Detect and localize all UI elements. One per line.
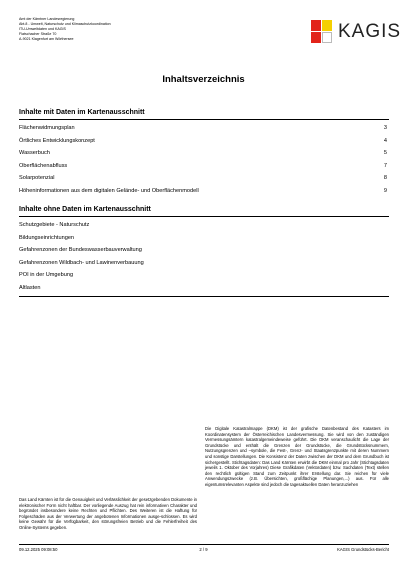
toc-item-label: Oberflächenabfluss — [19, 162, 68, 169]
footer-divider — [19, 544, 389, 545]
logo-square-yellow — [322, 20, 332, 31]
address-line: Amt der Kärntner Landesregierung — [19, 17, 75, 21]
toc-item[interactable] — [19, 187, 389, 200]
toc-item[interactable] — [19, 149, 389, 162]
toc-item-label: Flächenwidmungsplan — [19, 125, 75, 131]
toc-page-number: 7 — [383, 162, 387, 169]
section-title-without-data: Inhalte ohne Daten im Kartenausschnitt — [19, 206, 151, 213]
toc-item[interactable] — [19, 124, 389, 137]
section-divider — [19, 296, 389, 297]
logo-squares-icon — [311, 20, 333, 44]
list-item: POI in der Umgebung — [19, 272, 74, 278]
kagis-logo — [311, 20, 402, 44]
list-item: Gefahrenzonen der Bundeswasserbauverwaltung — [19, 247, 142, 253]
toc-page-number: 9 — [383, 187, 387, 194]
list-item: Gefahrenzonen Wildbach- und Lawinenverbauung — [19, 259, 144, 266]
toc-page-number: 8 — [383, 175, 387, 181]
page-title: Inhaltsverzeichnis — [162, 74, 245, 85]
list-item: Bildungseinrichtungen — [19, 234, 75, 241]
toc-item-label: Örtliches Entwicklungskonzept — [19, 137, 95, 144]
footer-timestamp: 09.12.2025 09:08:50 — [19, 547, 58, 552]
address-line: ITU-Umweltdaten und KAGIS — [19, 27, 66, 31]
logo-square-red — [311, 32, 321, 43]
section-title-with-data: Inhalte mit Daten im Kartenausschnitt — [19, 109, 145, 116]
toc-item-label: Solarpotenzial — [19, 175, 55, 181]
toc-item[interactable] — [19, 174, 389, 187]
footer-page-number: 2 / 9 — [199, 547, 208, 552]
toc-item-label: Wasserbuch — [19, 150, 50, 156]
toc-item[interactable] — [19, 137, 389, 150]
toc-page-number: 3 — [383, 125, 387, 131]
footer-report-name: KAGIS Grundstücks-Bericht — [337, 547, 389, 552]
logo-square-white — [322, 32, 332, 43]
logo-text: KAGIS — [338, 21, 402, 42]
disclaimer-dkm: Die Digitale Katastralmappe (DKM) ist der grafische Datenbestand des Katasters im Koordinatensystem der Österreichischen Landesvermessung. Sie wird von den zuständigen Vermessungsämtern katastralgemeindeweise geführt. Die DKM veranschaulicht die Lage der Grundstücke und enthält die Grenzen der Grundstücke, die Grundstücksnummern, Nutzungsgrenzen und –symbole, die Fest-, Grenz- und Staatsgrenzpunkte mit deren Nummern und sonstige Darstellungen. Die Konsistenz der Daten zwischen der DKM und dem Grundbuch ist sichergestellt. Stichtagsdaten: Das Land Kärnten erwirbt die DKM einmal pro Jahr (Stichtagsdaten jeweils 1. Oktober des Vorjahres) Diese Grafikdaten (Vektordaten) bzw. Sachdaten (Text) stellen den rechtlich gültigen Stand zum Zeitpunkt ihrer Erstellung dar. Sie reichen für viele Anwendungszwecke (z.B. Übersichten, großflächige Planungen,...) aus. Für alle eigentumsrelevanten Aspekte sind jedoch die tagesaktuellen Daten heranzuziehen — [205, 426, 389, 487]
toc-page-number: 5 — [383, 150, 387, 156]
list-item: Altlasten — [19, 284, 41, 291]
section-divider — [19, 119, 389, 120]
address-line: Flatschacher Straße 70 — [19, 32, 57, 36]
disclaimer-liability: Das Land Kärnten ist für die Genauigkeit und Verlässlichkeit der gesetzgebenden Dokumente in elektronischer Form nicht haftbar. Der vorliegende Auszug hat rein informativen Charakter und begründet insbesondere keine Rechten und Pflichten. Des Weiteren ist die Haftung für Folgeschäden aus der Verwertung der angebotenen Informationen ausge-schlossen. Es wird keine Gewähr für die Verfügbarkeit, den störungsfreien Betrieb und die Fehlerfreiheit des Online-Systems gegeben. — [19, 497, 197, 530]
logo-square-red — [311, 20, 321, 31]
address-line: Abt.8 - Umwelt, Naturschutz und Klimaschutzkoordination — [19, 22, 111, 26]
toc-item[interactable] — [19, 162, 389, 175]
list-without-data — [19, 221, 144, 296]
address-line: A-9021 Klagenfurt am Wörthersee — [19, 37, 74, 41]
toc-item-label: Höheninformationen aus dem digitalen Gelände- und Oberflächenmodell — [19, 187, 199, 194]
header-address — [19, 17, 111, 42]
section-divider — [19, 216, 389, 217]
toc-list-with-data — [19, 124, 389, 199]
list-item: Schutzgebiete - Naturschutz — [19, 222, 90, 228]
toc-page-number: 4 — [383, 137, 387, 144]
